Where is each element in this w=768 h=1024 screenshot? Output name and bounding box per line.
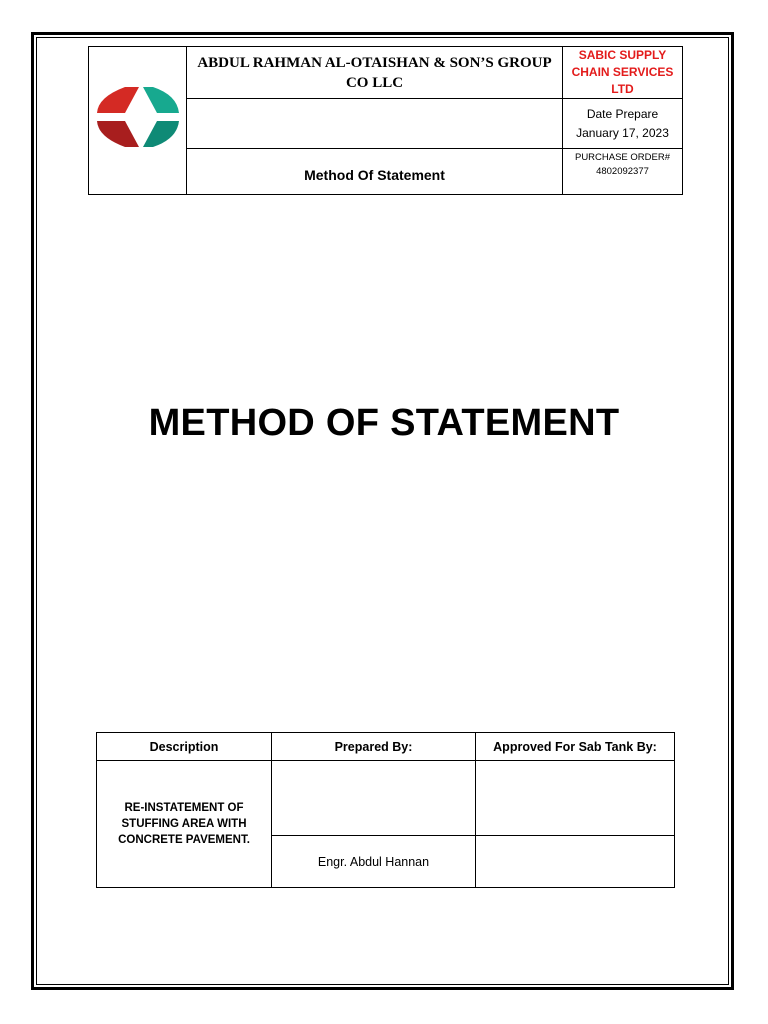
header-prepared-by: Prepared By: xyxy=(272,733,476,761)
po-number: 4802092377 xyxy=(596,166,649,177)
header-description: Description xyxy=(97,733,272,761)
description-cell: RE-INSTATEMENT OF STUFFING AREA WITH CONCRETE PAVEMENT. xyxy=(97,761,272,888)
company-logo-icon xyxy=(95,85,181,151)
prepared-by-name: Engr. Abdul Hannan xyxy=(272,836,476,888)
date-value: January 17, 2023 xyxy=(576,125,669,140)
approved-signature-cell xyxy=(476,761,675,836)
header-approved-by: Approved For Sab Tank By: xyxy=(476,733,675,761)
date-cell xyxy=(563,99,683,149)
company-name: ABDUL RAHMAN AL-OTAISHAN & SON’S GROUP CO LLC xyxy=(187,47,563,99)
logo-cell xyxy=(89,47,187,195)
date-label: Date Prepare xyxy=(586,106,659,121)
po-cell xyxy=(563,149,683,195)
client-name: SABIC SUPPLY CHAIN SERVICES LTD xyxy=(563,47,683,99)
prepared-signature-cell xyxy=(272,761,476,836)
approved-by-name-cell xyxy=(476,836,675,888)
header-table xyxy=(88,46,683,195)
po-label: PURCHASE ORDER# xyxy=(574,152,671,163)
approval-table xyxy=(96,732,675,888)
doc-type: Method Of Statement xyxy=(187,149,563,195)
page-title: METHOD OF STATEMENT xyxy=(148,402,620,444)
blank-cell xyxy=(187,99,563,149)
